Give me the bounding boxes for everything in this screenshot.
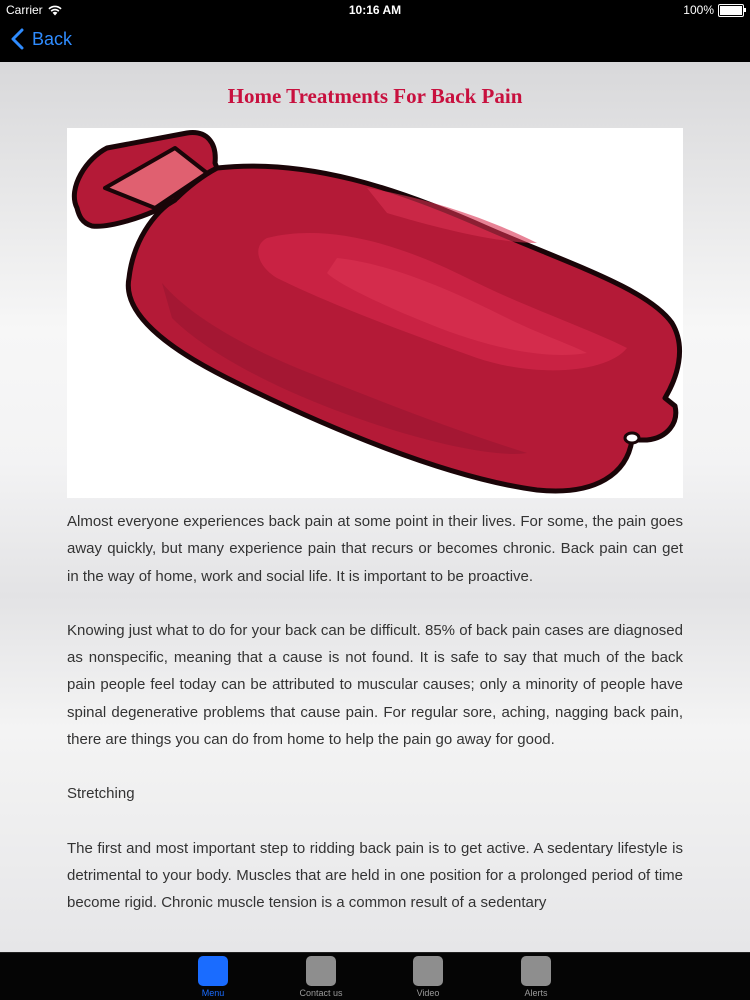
contact-icon	[306, 956, 336, 986]
navigation-bar	[0, 20, 750, 62]
article-paragraph: The first and most important step to ridding back pain is to get active. A sedentary lifestyle is detrimental to your body. Muscles that are held in one position for a prolonged period of time become rigid. Chronic muscle tension is a common result of a sedentary	[67, 839, 683, 912]
chevron-left-icon	[10, 28, 26, 50]
content-area[interactable]	[0, 62, 750, 952]
battery-percent: 100%	[683, 3, 714, 17]
article-paragraph: Almost everyone experiences back pain at some point in their lives. For some, the pain goes away quickly, but many experience pain that recurs or becomes chronic. Back pain can get in the way of home, work and social life. It is important to be proactive.	[67, 513, 683, 585]
status-bar	[0, 0, 750, 20]
carrier-label: Carrier	[6, 3, 43, 17]
tab-video[interactable]	[383, 956, 473, 998]
article-body	[67, 508, 683, 944]
status-time: 10:16 AM	[348, 3, 402, 17]
tab-bar	[0, 952, 750, 1000]
back-button[interactable]	[10, 28, 72, 50]
hot-water-bottle-illustration	[67, 128, 683, 498]
tab-label: Menu	[201, 988, 225, 998]
tab-label: Alerts	[524, 988, 548, 998]
tab-alerts[interactable]	[491, 956, 581, 998]
section-heading-stretching: Stretching	[67, 785, 135, 803]
menu-icon	[198, 956, 228, 986]
status-right	[683, 3, 744, 17]
article-paragraph: Knowing just what to do for your back can be difficult. 85% of back pain cases are diagnosed as nonspecific, meaning that a cause is not found. It is safe to say that much of the back pain people feel today can be attributed to muscular causes; only a minority of people have spinal degenerative problems that cause pain. For regular sore, aching, nagging back pain, there are things you can do from home to help the pain go away for good.	[67, 621, 683, 749]
tab-label: Contact us	[299, 988, 343, 998]
tab-label: Video	[416, 988, 440, 998]
page-title: Home Treatments For Back Pain	[227, 84, 523, 108]
alerts-icon	[521, 956, 551, 986]
tab-contact-us[interactable]	[276, 956, 366, 998]
battery-icon	[718, 4, 744, 17]
hot-water-bottle-image	[67, 128, 683, 498]
tab-menu[interactable]	[168, 956, 258, 998]
back-label: Back	[32, 28, 73, 49]
video-icon	[413, 956, 443, 986]
